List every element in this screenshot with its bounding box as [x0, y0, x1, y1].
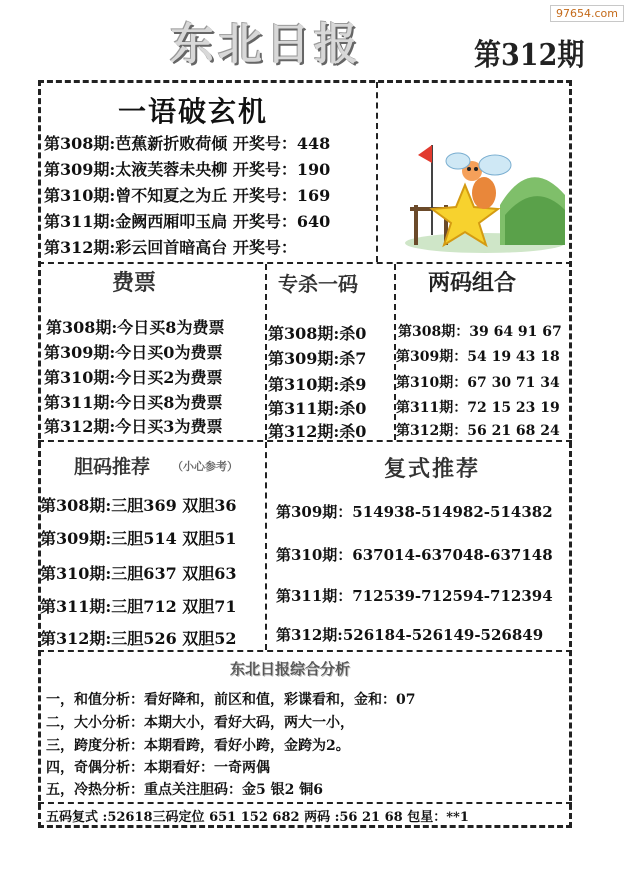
- guts-row: 第308期:三胆369 双胆36: [40, 496, 237, 515]
- pair-row: 第308期：39 64 91 67: [398, 324, 562, 340]
- section-divider: [38, 440, 572, 442]
- guts-note: （小心参考）: [172, 460, 238, 473]
- summary-text: 本期看跨，看好小跨，金跨为2。: [144, 738, 350, 754]
- summary-text: 看好降和，前区和值，彩谍看和，金和：07: [144, 692, 416, 708]
- guts-divider: [265, 442, 267, 650]
- guts-row: 第312期:三胆526 双胆52: [40, 629, 237, 648]
- kill-row: 第310期:杀9: [268, 375, 367, 394]
- guts-row: 第311期:三胆712 双胆71: [40, 597, 237, 616]
- riddle-title: 一语破玄机: [118, 95, 269, 128]
- summary-label: 三，跨度分析：: [46, 738, 144, 754]
- pair-row: 第312期：56 21 68 24: [396, 423, 560, 439]
- fee-row: 第310期:今日买2为费票: [44, 368, 223, 387]
- summary-text: 本期大小，看好大码，两大一小，: [144, 715, 354, 731]
- pair-row: 第311期：72 15 23 19: [396, 400, 560, 416]
- summary-item: [46, 735, 350, 755]
- footer-divider: [38, 802, 572, 804]
- kill-row: 第312期:杀0: [268, 422, 367, 441]
- kill-row: 第311期:杀0: [268, 399, 367, 418]
- site-badge[interactable]: 97654.com: [550, 5, 624, 22]
- multi-row: 第310期：637014-637048-637148: [276, 546, 553, 564]
- fee-title: 费票: [112, 270, 157, 296]
- kill-title: 专杀一码: [278, 272, 358, 296]
- pair-row: 第310期：67 30 71 34: [396, 375, 560, 391]
- riddle-row: 第312期:彩云回首暗高台 开奖号：: [44, 238, 297, 257]
- multi-row: 第311期：712539-712594-712394: [276, 587, 553, 605]
- summary-item: [46, 757, 270, 777]
- summary-title: 东北日报综合分析: [230, 660, 351, 678]
- multi-title: 复式推荐: [384, 456, 481, 482]
- issue-number: 第312期: [474, 38, 585, 73]
- section-divider: [38, 650, 572, 652]
- summary-label: 一，和值分析：: [46, 692, 144, 708]
- riddle-divider: [376, 82, 378, 262]
- summary-footer: 五码复式 :52618三码定位 651 152 682 两码 :56 21 68 包星：**1: [46, 810, 469, 825]
- summary-item: [46, 712, 354, 732]
- guts-row: 第309期:三胆514 双胆51: [40, 529, 237, 548]
- fee-row: 第309期:今日买0为费票: [44, 343, 223, 362]
- multi-row: 第309期：514938-514982-514382: [276, 503, 553, 521]
- fee-row: 第308期:今日买8为费票: [46, 318, 225, 337]
- pair-title: 两码组合: [428, 270, 517, 296]
- summary-item: [46, 689, 415, 709]
- fee-row: 第311期:今日买8为费票: [44, 393, 223, 412]
- newspaper-title: 东北日报: [170, 19, 362, 70]
- bee-star-illustration: [400, 135, 570, 255]
- summary-text: 本期看好：一奇两偶: [144, 760, 270, 776]
- multi-row: 第312期:526184-526149-526849: [276, 626, 544, 644]
- guts-row: 第310期:三胆637 双胆63: [40, 564, 237, 583]
- summary-text: 重点关注胆码：金5 银2 铜6: [144, 782, 323, 798]
- guts-title: 胆码推荐: [74, 456, 151, 478]
- summary-label: 四，奇偶分析：: [46, 760, 144, 776]
- fee-divider: [265, 264, 267, 440]
- riddle-row: 第311期:金阙西厢叩玉扃 开奖号：640: [44, 212, 331, 231]
- pair-row: 第309期：54 19 43 18: [396, 349, 560, 365]
- kill-row: 第309期:杀7: [268, 349, 367, 368]
- summary-label: 五，冷热分析：: [46, 782, 144, 798]
- fee-row: 第312期:今日买3为费票: [44, 417, 223, 436]
- section-divider: [38, 262, 572, 264]
- summary-item: [46, 779, 323, 799]
- kill-row: 第308期:杀0: [268, 324, 367, 343]
- riddle-row: 第310期:曾不知夏之为丘 开奖号：169: [44, 186, 331, 205]
- riddle-row: 第308期:芭蕉新折败荷倾 开奖号：448: [44, 134, 331, 153]
- riddle-row: 第309期:太液芙蓉未央柳 开奖号：190: [44, 160, 331, 179]
- summary-label: 二，大小分析：: [46, 715, 144, 731]
